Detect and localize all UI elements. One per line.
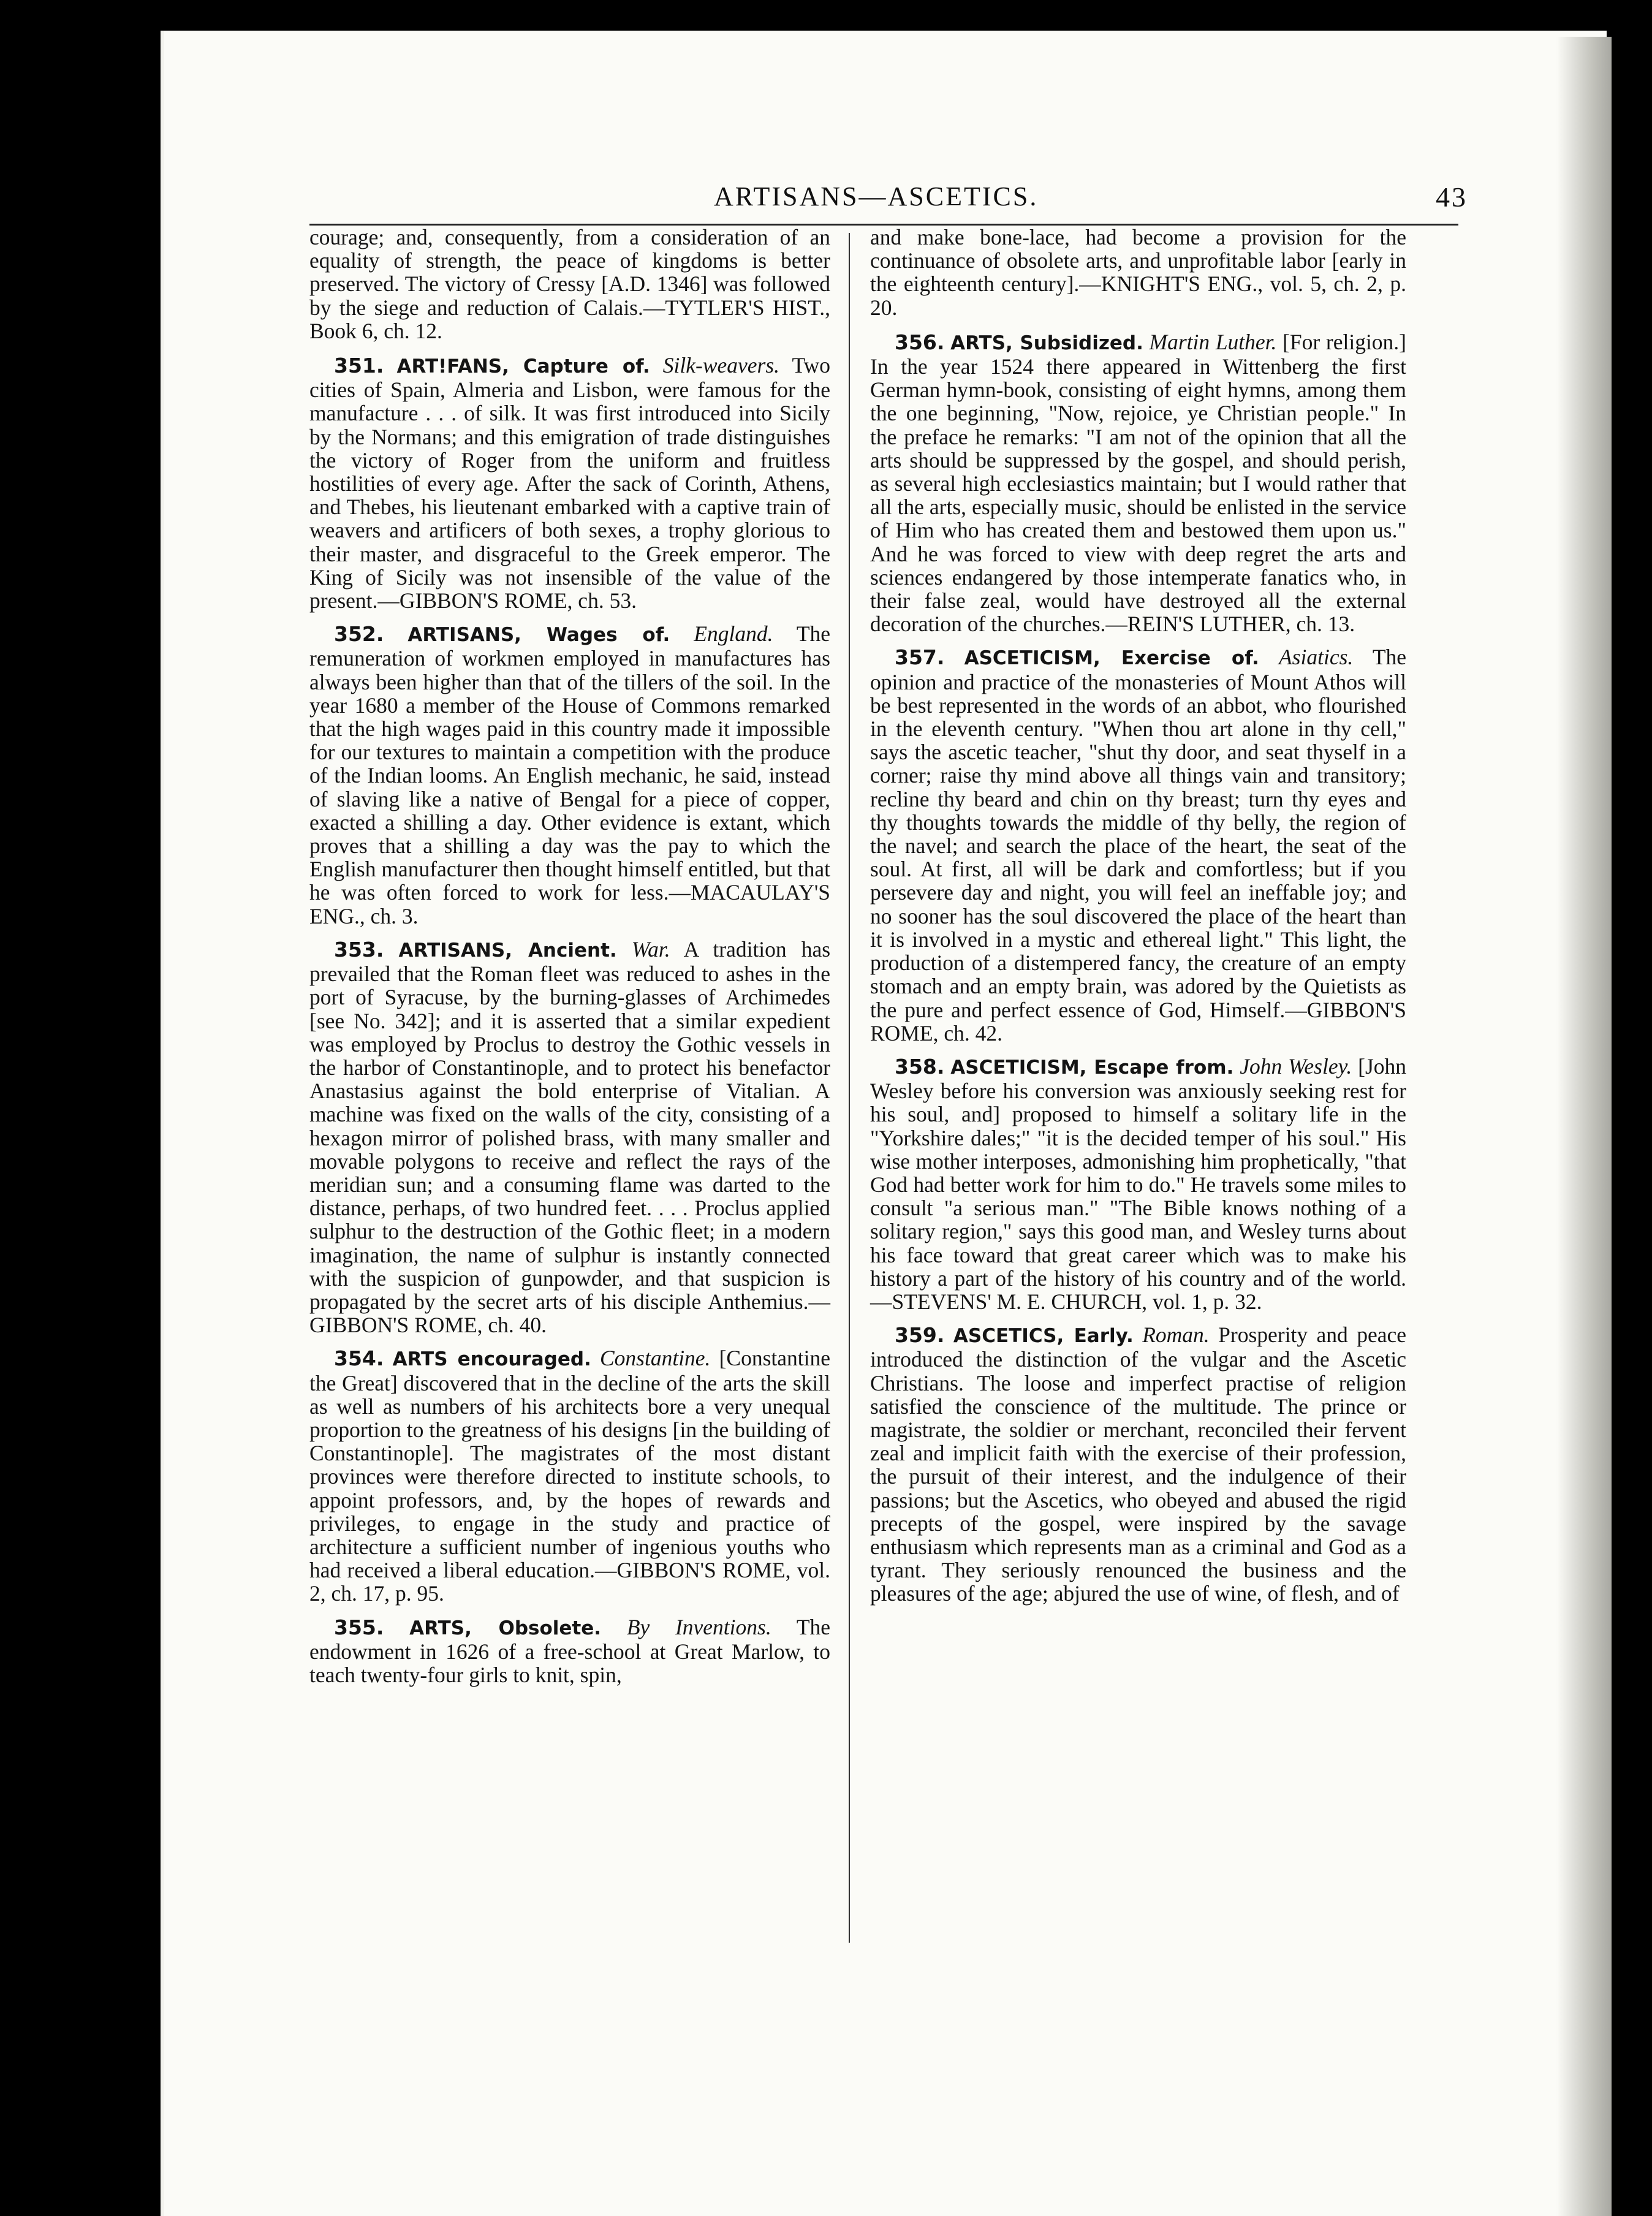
continued-text: and make bone-lace, had become a provision for the continuance of obsolete arts, and unprofitable labor [early in the eighteenth century].—KNIGHT'S ENG., vol. 5, ch. 2, p. 20. — [870, 225, 1406, 320]
entry-subheading: Martin Luther. — [1149, 329, 1277, 354]
continued-text: courage; and, consequently, from a consideration of an equality of strength, the peace of kingdoms is better preserved. The victory of Cressy [A.D. 1346] was followed by the siege and reduction of Calais.—TYTLER'S HIST., Book 6, ch. 12. — [309, 225, 830, 343]
entry-heading: ARTS encouraged. — [392, 1348, 591, 1371]
page-number: 43 — [1436, 181, 1468, 213]
entry-352 — [309, 622, 830, 928]
entry-heading: ARTISANS, Ancient. — [398, 939, 617, 962]
entry-359 — [870, 1323, 1406, 1605]
entry-number: 353. — [334, 937, 384, 962]
entry-subheading: Roman. — [1142, 1322, 1210, 1348]
entry-subheading: By Inventions. — [626, 1614, 771, 1639]
entry-subheading: Constantine. — [599, 1346, 711, 1371]
entry-heading: ARTS, Subsidized. — [950, 332, 1143, 354]
entry-heading: ASCETICS, Early. — [953, 1325, 1134, 1348]
entry-text: The remuneration of workmen employed in manufactures has always been higher than that of the tillers of the soil. In the year 1680 a member of the House of Commons remarked that the high wages paid in this country made it impossible for our textures to maintain a competition with the produce of the Indian looms. An English mechanic, he said, instead of slaving like a native of Bengal for a piece of copper, exacted a shilling a day. Other evidence is extant, which proves that a shilling a day was the pay to which the English manufacturer then thought himself entitled, but that he was often forced to work for less.—MACAULAY'S ENG., ch. 3. — [309, 621, 831, 928]
entry-356 — [870, 330, 1406, 636]
entry-text: The endowment in 1626 of a free-school at Great Marlow, to teach twenty-four girls to knit, spin, — [309, 1614, 831, 1687]
entry-number: 359. — [895, 1323, 945, 1348]
page-edge-shadow — [1556, 37, 1612, 2216]
entry-353 — [309, 938, 830, 1337]
entry-heading: ASCETICISM, Escape from. — [950, 1056, 1234, 1079]
column-divider — [849, 233, 850, 1943]
running-head: ARTISANS—ASCETICS. — [714, 181, 1039, 211]
entry-heading: ARTISANS, Wages of. — [407, 624, 670, 647]
entry-357 — [870, 645, 1406, 1044]
entry-number: 358. — [895, 1054, 945, 1079]
entry-text: [John Wesley before his conversion was anxiously seeking rest for his soul, and] proposed to himself a solitary life in the "Yorkshire dales;" "it is the decided temper of his soul." His wise mother interposes, admonishing him prophetically, "that God had better work for him to do." He travels some miles to consult "a serious man." "The Bible knows nothing of a solitary region," says this good man, and Wesley turns about his face toward that great career which was to make his history a part of the history of his country and of the world.—STEVENS' M. E. CHURCH, vol. 1, p. 32. — [870, 1053, 1407, 1314]
page-header — [714, 181, 1468, 218]
entry-351 — [309, 354, 830, 612]
entry-text: [Constantine the Great] discovered that in the decline of the arts the skill as well as numbers of his architects bore a very unequal proportion to the greatness of his designs [in the building of Constantinople]. The magistrates of the most distant provinces were therefore directed to institute schools, to appoint professors, and, by the hopes of rewards and privileges, to engage in the study and practice of architecture a sufficient number of ingenious youths who had received a liberal education.—GIBBON'S ROME, vol. 2, ch. 17, p. 95. — [309, 1346, 831, 1606]
entry-number: 352. — [334, 622, 384, 647]
entry-number: 357. — [895, 645, 945, 670]
entry-heading: ART!FANS, Capture of. — [396, 355, 650, 378]
entry-subheading: John Wesley. — [1240, 1053, 1352, 1079]
entry-number: 355. — [334, 1615, 384, 1639]
entry-358 — [870, 1055, 1406, 1313]
entry-text: The opinion and practice of the monasteries of Mount Athos will be best represented in the words of an abbot, who flourished in the eleventh century. "When thou art alone in thy cell," says the ascetic teacher, "shut thy door, and seat thyself in a corner; raise thy mind above all things vain and transitory; recline thy beard and chin on thy breast; turn thy eyes and thy thoughts towards the middle of thy belly, the region of the navel; and search the place of the heart, the seat of the soul. At first, all will be dark and comfortless; but if you persevere day and night, you will feel an ineffable joy; and no sooner has the soul discovered the place of the heart than it is involved in a mystic and ethereal light." This light, the production of a distempered fancy, the creature of an empty stomach and an empty brain, was adored by the Quietists as the pure and perfect essence of God, Himself.—GIBBON'S ROME, ch. 42. — [870, 645, 1407, 1045]
entry-text: A tradition has prevailed that the Roman fleet was reduced to ashes in the port of Syracuse, by the burning-glasses of Archimedes [see No. 342]; and it is asserted that a similar expedient was employed by Proclus to destroy the Gothic vessels in the harbor of Constantinople, and to protect his benefactor Anastasius against the bold enterprise of Vitalian. A machine was fixed on the walls of the city, consisting of a hexagon mirror of polished brass, with many smaller and movable polygons to receive and reflect the rays of the meridian sun; and a consuming flame was darted to the distance, perhaps, of two hundred feet. . . . Proclus applied sulphur to the destruction of the Gothic fleet; in a modern imagination, the name of sulphur is instantly connected with the suspicion of gunpowder, and that suspicion is propagated by the secret arts of his disciple Anthemius.—GIBBON'S ROME, ch. 40. — [309, 936, 831, 1338]
entry-number: 351. — [334, 354, 384, 378]
entry-subheading: Asiatics. — [1278, 645, 1354, 670]
entry-text: [For religion.] In the year 1524 there appeared in Wittenberg the first German hymn-book, consisting of eight hymns, among them the one beginning, "Now, rejoice, ye Christian people." In the preface he remarks: "I am not of the opinion that all the arts should be suppressed by the gospel, and should perish, as several high ecclesiastics maintain; but I would rather that all the arts, especially music, should be enlisted in the service of Him who has created them and bestowed them upon us." And he was forced to view with deep regret the arts and sciences endangered by those intemperate fanatics who, in their false zeal, would have destroyed all the external decoration of the churches.—REIN'S LUTHER, ch. 13. — [870, 329, 1406, 637]
entry-text: Prosperity and peace introduced the distinction of the vulgar and the Ascetic Christians. The loose and imperfect practise of religion satisfied the conscience of the multitude. The prince or magistrate, the soldier or merchant, reconciled their fervent zeal and implicit faith with the exercise of their profession, the pursuit of their interest, and the indulgence of their passions; but the Ascetics, who obeyed and abused the rigid precepts of the gospel, were inspired by the savage enthusiasm which represents man as a criminal and God as a tyrant. They seriously renounced the business and the pleasures of the age; abjured the use of wine, of flesh, and of — [870, 1322, 1407, 1606]
entry-number: 354. — [334, 1346, 384, 1371]
entry-subheading: Silk-weavers. — [662, 353, 780, 378]
left-column — [309, 226, 830, 1696]
entry-355 — [309, 1615, 830, 1687]
entry-subheading: War. — [631, 936, 670, 962]
entry-354 — [309, 1346, 830, 1605]
entry-heading: ARTS, Obsolete. — [409, 1617, 602, 1639]
entry-text: Two cities of Spain, Almeria and Lisbon, were famous for the manufacture . . . of silk. It was first introduced into Sicily by the Normans; and this emigration of trade distinguishes the victory of Roger from the uniform and fruitless hostilities of every age. After the sack of Corinth, Athens, and Thebes, his lieutenant embarked with a captive train of weavers and artificers of both sexes, a trophy glorious to their master, and disgraceful to the Greek emperor. The King of Sicily was not insensible of the value of the present.—GIBBON'S ROME, ch. 53. — [309, 353, 831, 613]
right-column — [870, 226, 1406, 1615]
entry-number: 356. — [895, 330, 945, 354]
entry-subheading: England. — [694, 621, 773, 647]
entry-heading: ASCETICISM, Exercise of. — [964, 647, 1259, 670]
scan-border — [0, 0, 161, 2216]
